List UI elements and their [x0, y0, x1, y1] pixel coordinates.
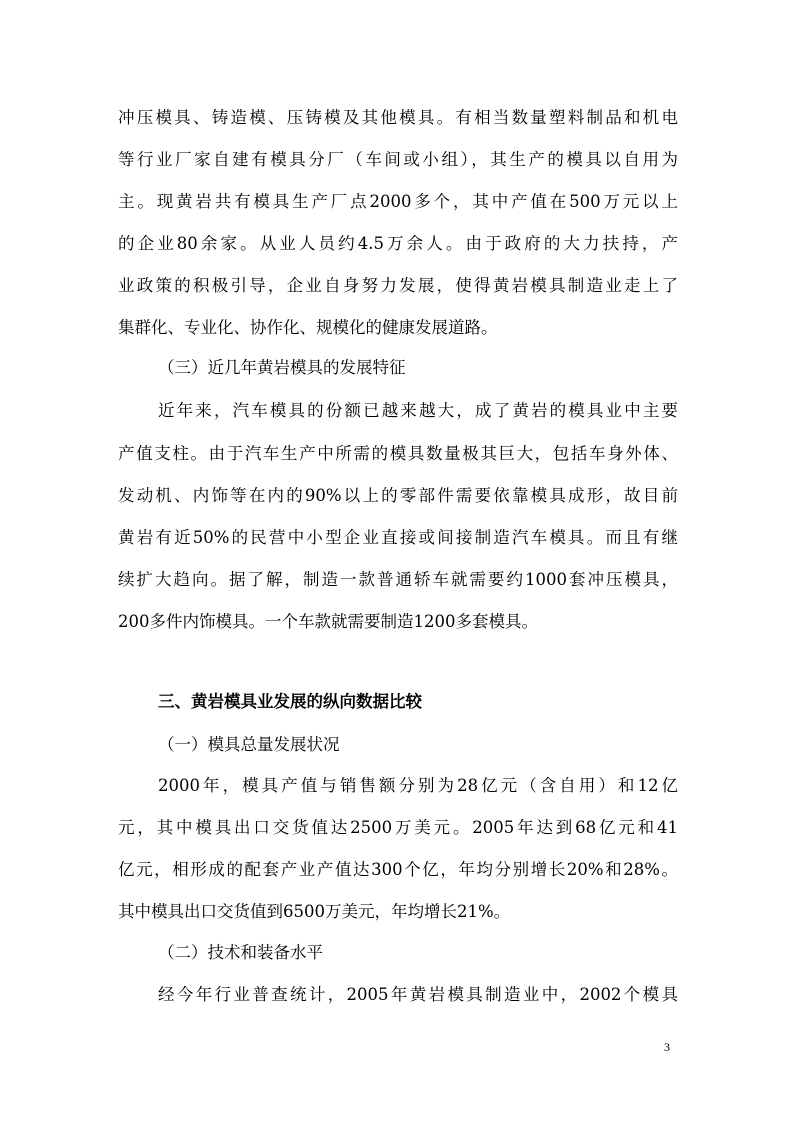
body-line: 200多件内饰模具。一个车款就需要制造1200多套模具。 — [118, 612, 538, 631]
body-line: 2000年，模具产值与销售额分别为28亿元（含自用）和12亿 — [158, 776, 678, 795]
body-line: 主。现黄岩共有模具生产厂点2000多个，其中产值在500万元以上 — [118, 192, 678, 211]
body-line: 产值支柱。由于汽车生产中所需的模具数量极其巨大，包括车身外体、 — [118, 444, 678, 463]
body-line: 冲压模具、铸造模、压铸模及其他模具。有相当数量塑料制品和机电 — [118, 108, 678, 127]
body-line: 业政策的积极引导，企业自身努力发展，使得黄岩模具制造业走上了 — [118, 276, 678, 295]
body-line: 等行业厂家自建有模具分厂（车间或小组），其生产的模具以自用为 — [118, 150, 678, 169]
body-line: 其中模具出口交货值到6500万美元，年均增长21%。 — [118, 902, 511, 921]
body-line: 黄岩有近50%的民营中小型企业直接或间接制造汽车模具。而且有继 — [118, 528, 678, 547]
subsection-heading: （二）技术和装备水平 — [158, 943, 323, 962]
body-line: 近年来，汽车模具的份额已越来越大，成了黄岩的模具业中主要 — [158, 401, 678, 420]
section-heading: 三、黄岩模具业发展的纵向数据比较 — [158, 692, 422, 711]
body-line: 发动机、内饰等在内的90%以上的零部件需要依靠模具成形，故目前 — [118, 486, 678, 505]
subsection-heading: （一）模具总量发展状况 — [158, 735, 340, 754]
body-line: 元，其中模具出口交货值达2500万美元。2005年达到68亿元和41 — [118, 818, 678, 837]
page-number: 3 — [664, 1040, 670, 1054]
body-line: 经今年行业普查统计，2005年黄岩模具制造业中，2002个模具 — [158, 985, 678, 1004]
body-line: 续扩大趋向。据了解，制造一款普通轿车就需要约1000套冲压模具， — [118, 570, 678, 589]
body-line: 的企业80余家。从业人员约4.5万余人。由于政府的大力扶持，产 — [118, 234, 678, 253]
body-line: 集群化、专业化、协作化、规模化的健康发展道路。 — [118, 318, 498, 337]
subsection-heading: （三）近几年黄岩模具的发展特征 — [158, 358, 406, 377]
body-line: 亿元，相形成的配套产业产值达300个亿，年均分别增长20%和28%。 — [118, 860, 678, 879]
